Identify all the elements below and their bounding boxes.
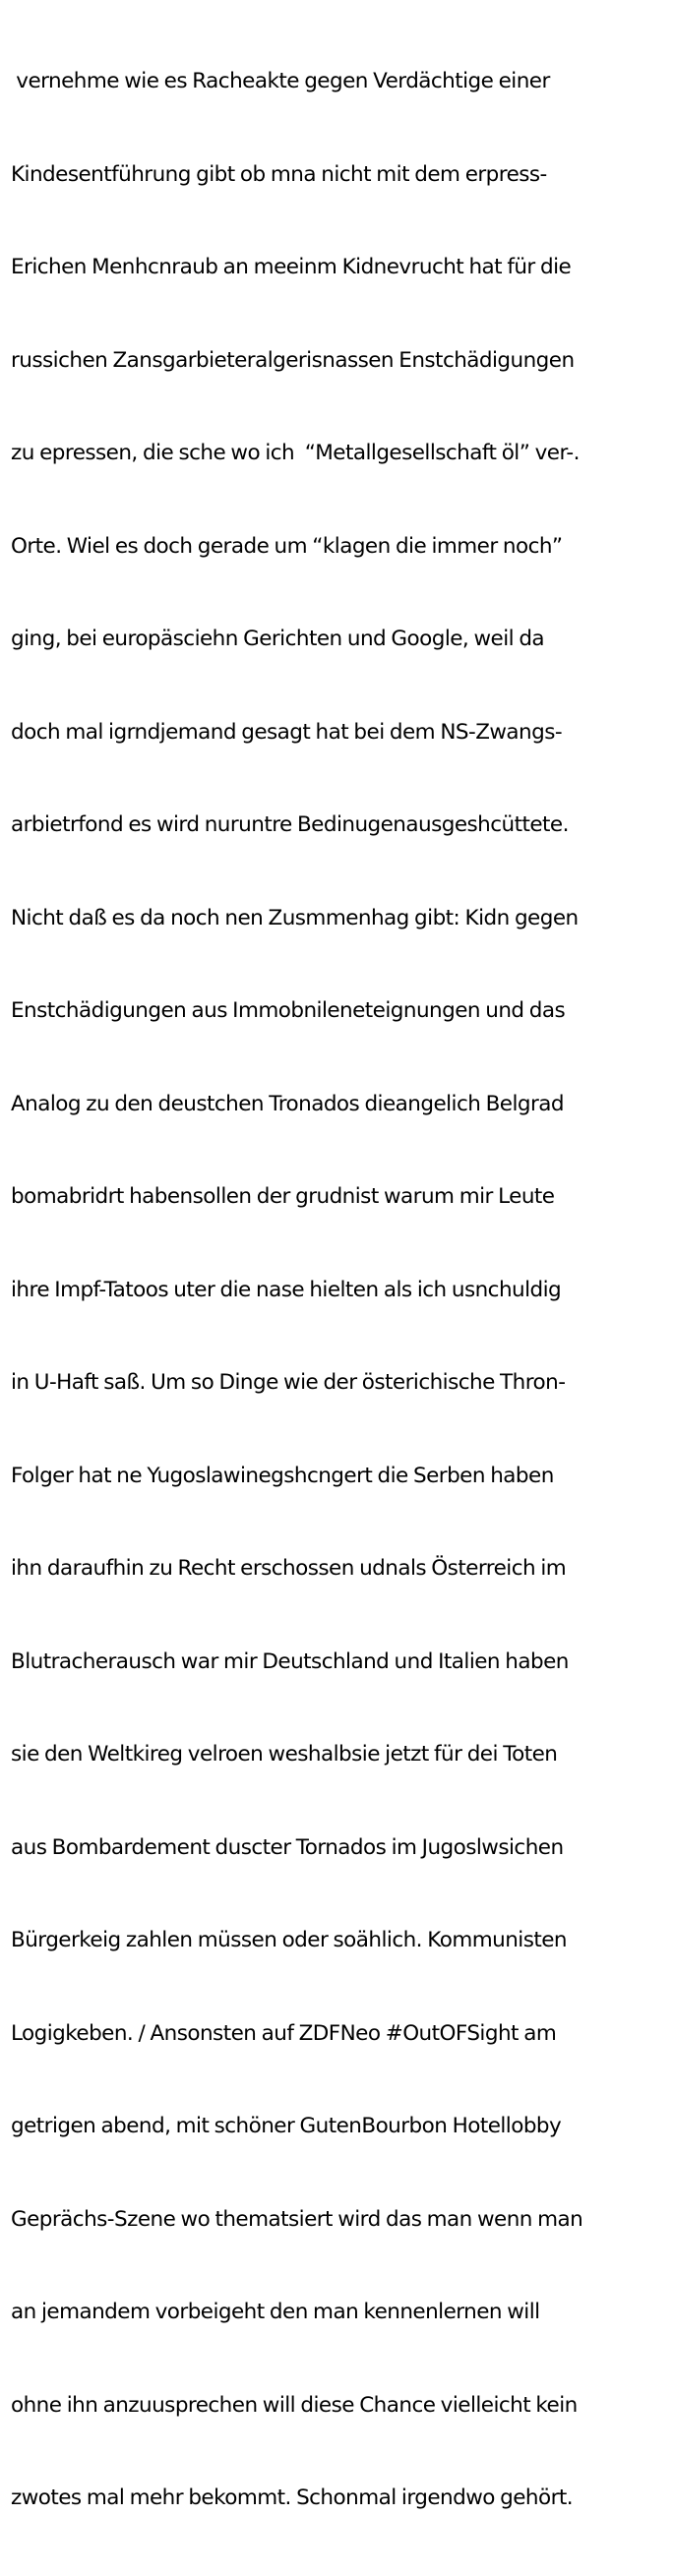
text-line-25: an jemandem vorbeigeht den man kennenlernen will (11, 2300, 540, 2324)
text-line-19: sie den Weltkireg velroen weshalbsie jetzt für dei Toten (11, 1742, 558, 1767)
text-line-3: Erichen Menhcnraub an meeinm Kidnevrucht hat für die (11, 255, 572, 279)
text-line-24: Geprächs-Szene wo thematsiert wird das man wenn man (11, 2206, 583, 2232)
text-line-22: Logigkeben. / Ansonsten auf ZDFNeo #OutOFSight am (11, 2020, 557, 2046)
text-line-17: ihn daraufhin zu Recht erschossen udnals Österreich im (11, 1556, 567, 1581)
text-line-26: ohne ihn anzuusprechen will diese Chance vielleicht kein (11, 2392, 578, 2418)
text-line-2: Kindesentführung gibt ob mna nicht mit dem erpress- (11, 161, 547, 187)
text-line-4: russichen Zansgarbieteralgerisnassen Enstchädigungen (11, 347, 575, 373)
text-line-16: Folger hat ne Yugoslawinegshcngert die Serben haben (11, 1463, 554, 1488)
text-line-10: Nicht daß es da noch nen Zusmmenhag gibt: Kidn gegen (11, 905, 579, 930)
text-line-12: Analog zu den deustchen Tronados dieangelich Belgrad (11, 1091, 565, 1116)
text-line-13: bomabridrt habensollen der grudnist warum mir Leute (11, 1184, 555, 1209)
text-line-11: Enstchädigungen aus Immobnileneteignungen und das (11, 998, 566, 1023)
text-line-23: getrigen abend, mit schöner GutenBourbon Hotellobby (11, 2114, 562, 2138)
text-line-20: aus Bombardement duscter Tornados im Jugoslwsichen (11, 1834, 564, 1860)
text-line-15: in U-Haft saß. Um so Dinge wie der österichische Thron- (11, 1370, 566, 1395)
text-line-6: Orte. Wiel es doch gerade um “klagen die immer noch” (11, 533, 563, 559)
text-line-14: ihre Impf-Tatoos uter die nase hielten als ich usnchuldig (11, 1277, 562, 1302)
text-line-9: arbietrfond es wird nuruntre Bedinugenausgeshcüttete. (11, 812, 569, 837)
text-line-21: Bürgerkeig zahlen müssen oder soählich. Kommunisten (11, 1928, 567, 1952)
text-line-1: vernehme wie es Racheakte gegen Verdächtige einer (11, 69, 550, 93)
text-line-5: zu epressen, die sche wo ich “Metallgesellschaft öl” ver-. (11, 441, 580, 465)
text-line-27: zwotes mal mehr bekommt. Schonmal irgendwo gehört. (11, 2486, 574, 2510)
text-line-18: Blutracherausch war mir Deutschland und Italien haben (11, 1648, 569, 1674)
text-line-8: doch mal igrndjemand gesagt hat bei dem NS-Zwangs- (11, 719, 563, 745)
text-line-7: ging, bei europäsciehn Gerichten und Google, weil da (11, 627, 545, 651)
body-text (11, 4, 670, 2576)
